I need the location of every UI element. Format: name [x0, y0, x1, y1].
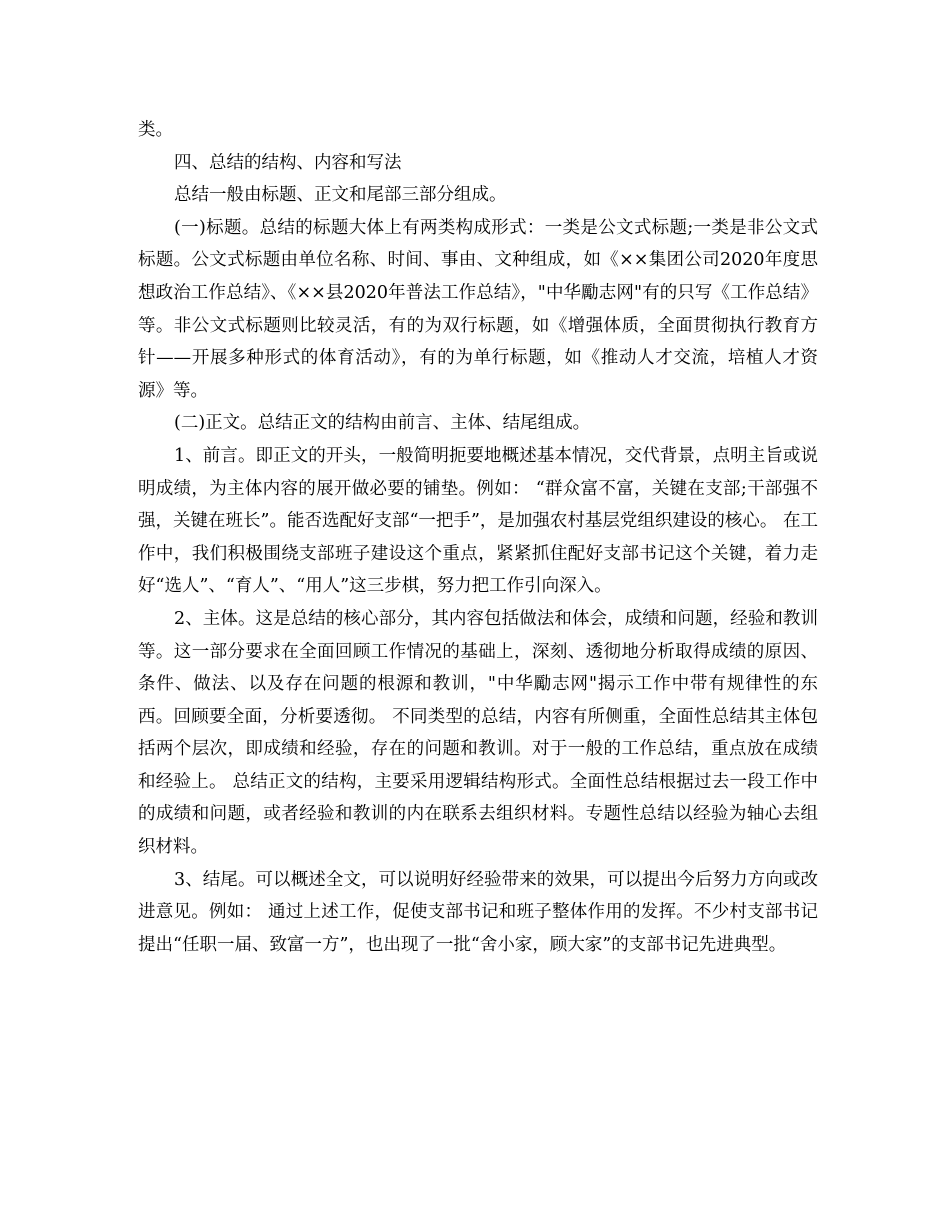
paragraph-title-section: (一)标题。总结的标题大体上有两类构成形式：一类是公文式标题;一类是非公文式标题。公文式标题由单位名称、时间、事由、文种组成，如《××集团公司2020年度思想政治工作总结》、《××县2020年普法工作总结》，"中华勵志网"有的只写《工作总结》等。非公文式标题则比较灵活，有的为双行标题，如《增强体质，全面贯彻执行教育方针——开展多种形式的体育活动》，有的为单行标题，如《推动人才交流，培植人才资源》等。 [138, 217, 818, 401]
paragraph-continuation: 类。 [138, 120, 173, 140]
section-heading: 四、总结的结构、内容和写法 [174, 152, 402, 173]
paragraph-intro: 总结一般由标题、正文和尾部三部分组成。 [174, 185, 507, 206]
paragraph-main-body: 2、主体。这是总结的核心部分，其内容包括做法和体会，成绩和问题，经验和教训等。这一部分要求在全面回顾工作情况的基础上，深刻、透彻地分析取得成绩的原因、条件、做法、以及存在问题的根源和教训，"中华勵志网"揭示工作中带有规律性的东西。回顾要全面，分析要透彻。 不同类型的总结，内容有所侧重，全面性总结其主体包括两个层次，即成绩和经验，存在的问题和教训。对于一般的工作总结，重点放在成绩和经验上。 总结正文的结构，主要采用逻辑结构形式。全面性总结根据过去一段工作中的成绩和问题，或者经验和教训的内在联系去组织材料。专题性总结以经验为轴心去组织材料。 [138, 608, 818, 858]
paragraph-body-section: (二)正文。总结正文的结构由前言、主体、结尾组成。 [174, 413, 591, 434]
paragraph-preface: 1、前言。即正文的开头，一般简明扼要地概述基本情况，交代背景，点明主旨或说明成绩，为主体内容的展开做必要的铺垫。例如： “群众富不富，关键在支部;干部强不强，关键在班长”。能否选配好支部“一把手”，是加强农村基层党组织建设的核心。 在工作中，我们积极围绕支部班子建设这个重点，紧紧抓住配好支部书记这个关键，着力走好“选人”、“育人”、“用人”这三步棋，努力把工作引向深入。 [138, 445, 818, 597]
document-body [138, 114, 818, 961]
paragraph-ending: 3、结尾。可以概述全文，可以说明好经验带来的效果，可以提出今后努力方向或改进意见。例如： 通过上述工作，促使支部书记和班子整体作用的发挥。不少村支部书记提出“任职一届、致富一方”，也出现了一批“舍小家，顾大家”的支部书记先进典型。 [138, 869, 818, 955]
